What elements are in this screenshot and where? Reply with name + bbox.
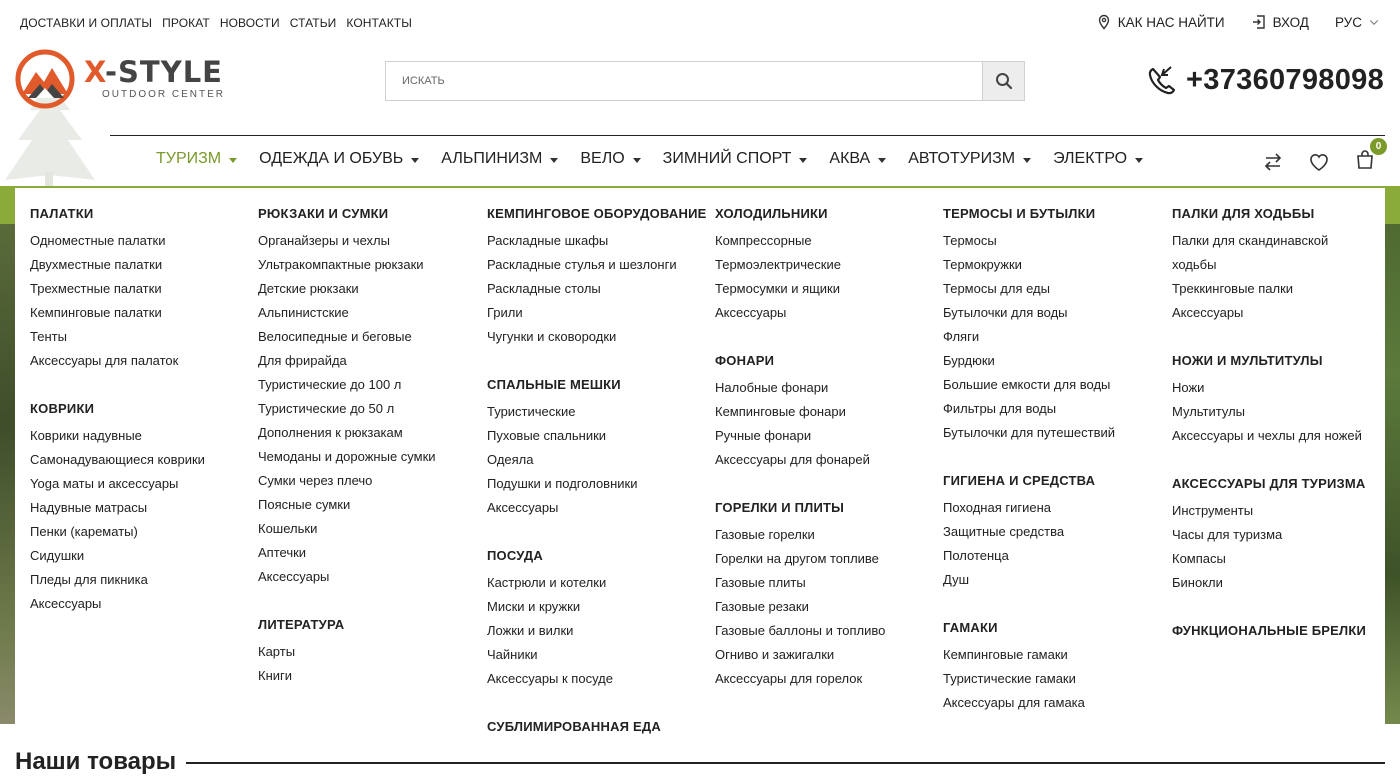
menu-category-list: [487, 229, 707, 349]
menu-item[interactable]: Карты: [258, 644, 296, 659]
caret-down-icon: [229, 158, 237, 163]
menu-item[interactable]: Тенты: [30, 329, 67, 344]
menu-column-3: [487, 206, 707, 762]
nav-label: АЛЬПИНИЗМ: [441, 150, 543, 167]
menu-item[interactable]: Газовые горелки: [715, 527, 815, 542]
menu-item[interactable]: Бурдюки: [943, 353, 995, 368]
menu-item[interactable]: Сумки через плечо: [258, 473, 373, 488]
menu-item[interactable]: Фляги: [943, 329, 980, 344]
menu-category-title[interactable]: СПАЛЬНЫЕ МЕШКИ: [487, 377, 621, 392]
menu-item[interactable]: Кастрюли и котелки: [487, 575, 607, 590]
menu-item[interactable]: Газовые плиты: [715, 575, 806, 590]
caret-down-icon: [878, 158, 886, 163]
menu-item[interactable]: Кошельки: [258, 521, 318, 536]
menu-item[interactable]: Аксессуары: [258, 569, 330, 584]
menu-item[interactable]: Альпинистские: [258, 305, 349, 320]
section-divider: [186, 762, 1385, 764]
menu-item[interactable]: Термокружки: [943, 257, 1022, 272]
menu-item[interactable]: Фильтры для воды: [943, 401, 1057, 416]
menu-item[interactable]: Раскладные стулья и шезлонги: [487, 257, 677, 272]
caret-down-icon: [799, 158, 807, 163]
background-photo-right: [1385, 224, 1400, 724]
section-title: Наши товары: [15, 748, 177, 775]
menu-item[interactable]: Пенки (карематы): [30, 524, 138, 539]
menu-item[interactable]: Аксессуары и чехлы для ножей: [1172, 428, 1362, 443]
nav-action-icons: [1262, 141, 1382, 175]
find-us-label: КАК НАС НАЙТИ: [1117, 14, 1225, 30]
menu-item[interactable]: Органайзеры и чехлы: [258, 233, 390, 248]
menu-item[interactable]: Термосумки и ящики: [715, 281, 841, 296]
menu-category-title[interactable]: ЛИТЕРАТУРА: [258, 617, 345, 632]
menu-category-title[interactable]: ПАЛКИ ДЛЯ ХОДЬБЫ: [1172, 206, 1315, 221]
menu-item[interactable]: Поясные сумки: [258, 497, 351, 512]
menu-item[interactable]: Треккинговые палки: [1172, 281, 1294, 296]
menu-category-list: [30, 424, 250, 616]
menu-column-6: [1172, 206, 1372, 666]
menu-item[interactable]: Бутылочки для воды: [943, 305, 1068, 320]
menu-category-title[interactable]: ТЕРМОСЫ И БУТЫЛКИ: [943, 206, 1096, 221]
login-label: ВХОД: [1272, 14, 1309, 30]
search-input[interactable]: [386, 62, 982, 100]
menu-item[interactable]: Книги: [258, 668, 293, 683]
menu-category-list: [487, 571, 707, 691]
menu-item[interactable]: Газовые резаки: [715, 599, 809, 614]
menu-item[interactable]: Чайники: [487, 647, 538, 662]
menu-item[interactable]: Часы для туризма: [1172, 527, 1283, 542]
menu-item[interactable]: Миски и кружки: [487, 599, 581, 614]
menu-item[interactable]: Ложки и вилки: [487, 623, 574, 638]
menu-item[interactable]: Налобные фонари: [715, 380, 829, 395]
menu-item[interactable]: Мультитулы: [1172, 404, 1245, 419]
menu-item[interactable]: Газовые баллоны и топливо: [715, 623, 886, 638]
menu-item[interactable]: Полотенца: [943, 548, 1009, 563]
main-nav: [156, 150, 1143, 168]
menu-item[interactable]: Ультракомпактные рюкзаки: [258, 257, 424, 272]
top-right: [1096, 14, 1380, 30]
menu-item[interactable]: Пледы для пикника: [30, 572, 148, 587]
login-icon: [1251, 14, 1267, 30]
menu-item[interactable]: Палки для скандинавской ходьбы: [1172, 233, 1329, 272]
link-articles[interactable]: СТАТЬИ: [289, 16, 337, 30]
menu-category-list: [943, 643, 1163, 715]
location-pin-icon: [1096, 14, 1112, 30]
nav-item-electro[interactable]: [1053, 150, 1143, 168]
menu-item[interactable]: Коврики надувные: [30, 428, 142, 443]
menu-item[interactable]: Туристические до 50 л: [258, 401, 395, 416]
language-selector[interactable]: [1335, 15, 1380, 30]
nav-divider: [110, 135, 1385, 136]
menu-category-title[interactable]: РЮКЗАКИ И СУМКИ: [258, 206, 389, 221]
menu-category-title[interactable]: ГОРЕЛКИ И ПЛИТЫ: [715, 500, 845, 515]
caret-down-icon: [550, 158, 558, 163]
menu-item[interactable]: Туристические: [487, 404, 576, 419]
menu-item[interactable]: Самонадувающиеся коврики: [30, 452, 205, 467]
cart-button[interactable]: [1354, 141, 1382, 175]
nav-item-alpinism[interactable]: [441, 150, 558, 168]
menu-item[interactable]: Одеяла: [487, 452, 534, 467]
nav-label: ЭЛЕКТРО: [1053, 150, 1128, 167]
logo-title-x: X: [84, 55, 105, 89]
menu-item[interactable]: Горелки на другом топливе: [715, 551, 879, 566]
menu-category-list: [1172, 229, 1372, 325]
menu-category-list: [1172, 499, 1372, 595]
menu-item[interactable]: Дополнения к рюкзакам: [258, 425, 403, 440]
menu-category-title[interactable]: КЕМПИНГОВОЕ ОБОРУДОВАНИЕ: [487, 206, 707, 221]
menu-category-title[interactable]: ГАМАКИ: [943, 620, 998, 635]
menu-category-list: [1172, 376, 1372, 448]
menu-item[interactable]: Yoga маты и аксессуары: [30, 476, 179, 491]
nav-item-bike[interactable]: [580, 150, 640, 168]
menu-item[interactable]: Большие емкости для воды: [943, 377, 1111, 392]
menu-category-list: [258, 640, 478, 688]
menu-item[interactable]: Аксессуары: [30, 596, 102, 611]
menu-item[interactable]: Аптечки: [258, 545, 307, 560]
menu-category-title[interactable]: ГИГИЕНА И СРЕДСТВА: [943, 473, 1096, 488]
menu-item[interactable]: Раскладные шкафы: [487, 233, 609, 248]
menu-category-list: [715, 523, 935, 691]
search-button[interactable]: [982, 62, 1024, 100]
link-news[interactable]: НОВОСТИ: [219, 16, 280, 30]
menu-category-title[interactable]: НОЖИ И МУЛЬТИТУЛЫ: [1172, 353, 1323, 368]
menu-category-list: [487, 400, 707, 520]
link-contacts[interactable]: КОНТАКТЫ: [346, 16, 412, 30]
menu-item[interactable]: Термосы для еды: [943, 281, 1050, 296]
menu-item[interactable]: Двухместные палатки: [30, 257, 163, 272]
site-logo[interactable]: [14, 48, 234, 110]
menu-column-1: [30, 206, 250, 644]
menu-item[interactable]: Кемпинговые фонари: [715, 404, 846, 419]
nav-item-tourism[interactable]: [156, 150, 237, 168]
menu-category-list: [943, 496, 1163, 592]
menu-item[interactable]: Бинокли: [1172, 575, 1223, 590]
search-bar: [385, 61, 1025, 101]
menu-item[interactable]: Аксессуары для фонарей: [715, 452, 870, 467]
menu-item[interactable]: Походная гигиена: [943, 500, 1052, 515]
menu-item[interactable]: Термоэлектрические: [715, 257, 841, 272]
nav-item-autotourism[interactable]: [908, 150, 1031, 168]
menu-item[interactable]: Пуховые спальники: [487, 428, 607, 443]
menu-item[interactable]: Огниво и зажигалки: [715, 647, 835, 662]
nav-item-winter[interactable]: [663, 150, 808, 168]
top-links: [20, 16, 412, 30]
menu-item[interactable]: Одноместные палатки: [30, 233, 166, 248]
menu-category-title[interactable]: ФОНАРИ: [715, 353, 775, 368]
menu-item[interactable]: Ножи: [1172, 380, 1205, 395]
menu-item[interactable]: Туристические гамаки: [943, 671, 1076, 686]
menu-item[interactable]: Инструменты: [1172, 503, 1254, 518]
cart-count-badge: 0: [1370, 138, 1387, 155]
mega-menu: [15, 188, 1385, 758]
language-label: РУС: [1334, 14, 1362, 30]
menu-column-2: [258, 206, 478, 716]
menu-item[interactable]: Термосы: [943, 233, 997, 248]
menu-column-5: [943, 206, 1163, 743]
caret-down-icon: [633, 158, 641, 163]
menu-item[interactable]: Компасы: [1172, 551, 1226, 566]
menu-category-list: [715, 376, 935, 472]
phone-icon: [1146, 65, 1178, 97]
menu-item[interactable]: Аксессуары: [487, 500, 559, 515]
menu-item[interactable]: Трехместные палатки: [30, 281, 162, 296]
menu-category-title[interactable]: СУБЛИМИРОВАННАЯ ЕДА: [487, 719, 661, 734]
menu-item[interactable]: Чемоданы и дорожные сумки: [258, 449, 436, 464]
menu-item[interactable]: Кемпинговые гамаки: [943, 647, 1068, 662]
menu-item[interactable]: Детские рюкзаки: [258, 281, 359, 296]
nav-label: ОДЕЖДА И ОБУВЬ: [259, 150, 404, 167]
background-photo-left: [0, 224, 15, 724]
menu-category-list: [943, 229, 1163, 445]
menu-item[interactable]: Туристические до 100 л: [258, 377, 402, 392]
heart-icon[interactable]: [1308, 151, 1330, 173]
nav-item-clothing[interactable]: [259, 150, 419, 168]
menu-category-title[interactable]: ФУНКЦИОНАЛЬНЫЕ БРЕЛКИ: [1172, 623, 1367, 638]
link-rental[interactable]: ПРОКАТ: [162, 16, 210, 30]
mountain-logo-icon: [14, 48, 76, 110]
menu-item[interactable]: Подушки и подголовники: [487, 476, 638, 491]
menu-category-list: [258, 229, 478, 589]
login-link[interactable]: [1251, 14, 1309, 30]
caret-down-icon: [1023, 158, 1031, 163]
menu-column-4: [715, 206, 935, 719]
menu-item[interactable]: Чугунки и сковородки: [487, 329, 617, 344]
menu-item[interactable]: Аксессуары: [715, 305, 787, 320]
menu-item[interactable]: Кемпинговые палатки: [30, 305, 162, 320]
caret-down-icon: [411, 158, 419, 163]
menu-item[interactable]: Компрессорные: [715, 233, 812, 248]
menu-category-list: [715, 229, 935, 325]
menu-category-title[interactable]: АКСЕССУАРЫ ДЛЯ ТУРИЗМА: [1172, 476, 1366, 491]
menu-item[interactable]: Аксессуары к посуде: [487, 671, 613, 686]
search-icon: [995, 72, 1013, 90]
menu-item[interactable]: Аксессуары для горелок: [715, 671, 863, 686]
top-bar: [0, 0, 1400, 46]
nav-label: АВТОТУРИЗМ: [908, 150, 1016, 167]
menu-category-title[interactable]: ХОЛОДИЛЬНИКИ: [715, 206, 828, 221]
menu-item[interactable]: Бутылочки для путешествий: [943, 425, 1115, 440]
menu-item[interactable]: Для фрирайда: [258, 353, 347, 368]
menu-item[interactable]: Сидушки: [30, 548, 85, 563]
menu-category-list: [30, 229, 250, 373]
nav-label: АКВА: [829, 150, 871, 167]
menu-item[interactable]: Душ: [943, 572, 970, 587]
menu-item[interactable]: Надувные матрасы: [30, 500, 148, 515]
compare-icon[interactable]: [1262, 151, 1284, 173]
link-delivery[interactable]: ДОСТАВКИ И ОПЛАТЫ: [20, 16, 153, 30]
phone-number: +37360798098: [1186, 64, 1384, 96]
nav-label: ЗИМНИЙ СПОРТ: [662, 150, 792, 167]
menu-item[interactable]: Ручные фонари: [715, 428, 812, 443]
logo-title-rest: -STYLE: [105, 55, 223, 89]
logo-subtitle: OUTDOOR CENTER: [102, 89, 225, 100]
menu-item[interactable]: Велосипедные и беговые: [258, 329, 412, 344]
phone-contact[interactable]: [1146, 64, 1384, 97]
menu-category-title[interactable]: ПАЛАТКИ: [30, 206, 94, 221]
nav-label: ТУРИЗМ: [156, 150, 222, 167]
menu-item[interactable]: Раскладные столы: [487, 281, 601, 296]
menu-category-title[interactable]: КОВРИКИ: [30, 401, 95, 416]
menu-item[interactable]: Защитные средства: [943, 524, 1065, 539]
menu-item[interactable]: Грили: [487, 305, 523, 320]
nav-item-aqua[interactable]: [829, 150, 886, 168]
menu-category-title[interactable]: ПОСУДА: [487, 548, 543, 563]
logo-title: [84, 55, 225, 89]
caret-down-icon: [1135, 158, 1143, 163]
menu-item[interactable]: Аксессуары для гамака: [943, 695, 1085, 710]
menu-item[interactable]: Аксессуары для палаток: [30, 353, 179, 368]
menu-item[interactable]: Аксессуары: [1172, 305, 1244, 320]
nav-label: ВЕЛО: [580, 150, 625, 167]
find-us-link[interactable]: [1096, 14, 1225, 30]
chevron-down-icon: [1368, 16, 1380, 28]
